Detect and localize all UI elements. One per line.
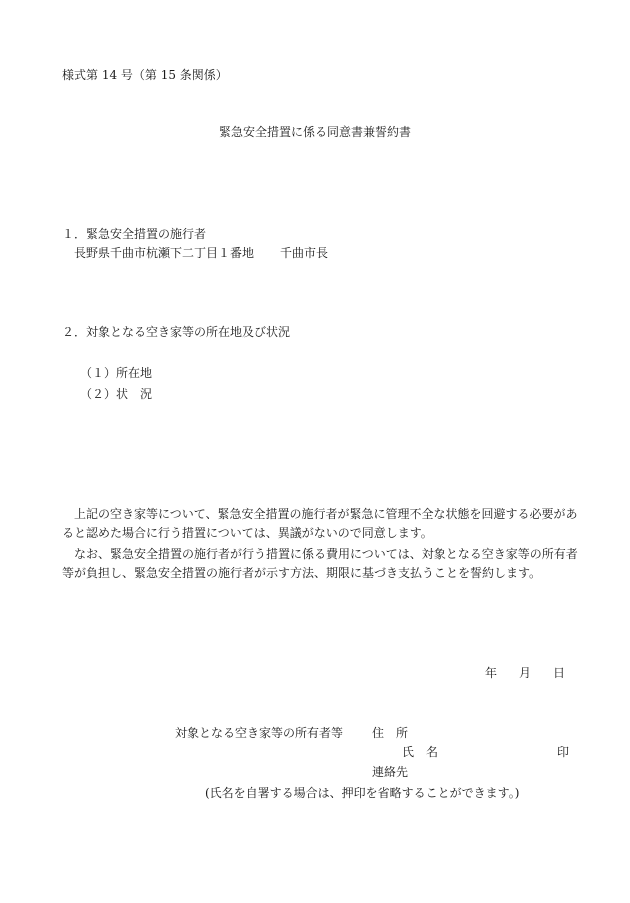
seal-mark: 印 [557,745,570,759]
section1-executor [74,246,328,260]
date-line [485,666,565,680]
form-number: 様式第 14 号（第 15 条関係） [62,68,228,82]
executor-address: 長野県千曲市杭瀬下二丁目１番地 [74,246,255,260]
name-label: 氏 名 [402,745,439,759]
date-month-label: 月 [519,666,532,680]
owner-label: 対象となる空き家等の所有者等 [175,726,344,740]
signature-note: (氏名を自署する場合は、押印を省略することができます。) [205,786,520,800]
address-label: 住 所 [372,726,409,740]
section2-item-location: （１）所在地 [80,366,153,380]
section2-item-status: （２）状 況 [80,387,153,401]
document-title: 緊急安全措置に係る同意書兼誓約書 [218,125,411,139]
section2-heading: ２．対象となる空き家等の所在地及び状況 [62,325,291,339]
pledge-paragraph-line2: 等が負担し、緊急安全措置の施行者が示す方法、期限に基づき支払うことを誓約します。 [62,566,542,580]
consent-paragraph-line1: 上記の空き家等について、緊急安全措置の施行者が緊急に管理不全な状態を回避する必要があ [74,507,578,521]
section1-heading: １．緊急安全措置の施行者 [62,227,207,241]
consent-paragraph-line2: ると認めた場合に行う措置については、異議がないので同意します。 [62,526,433,540]
date-year-label: 年 [485,666,498,680]
contact-label: 連絡先 [372,765,409,779]
executor-officer: 千曲市長 [280,246,329,260]
date-day-label: 日 [553,666,566,680]
pledge-paragraph-line1: なお、緊急安全措置の施行者が行う措置に係る費用については、対象となる空き家等の所有者 [74,547,578,561]
